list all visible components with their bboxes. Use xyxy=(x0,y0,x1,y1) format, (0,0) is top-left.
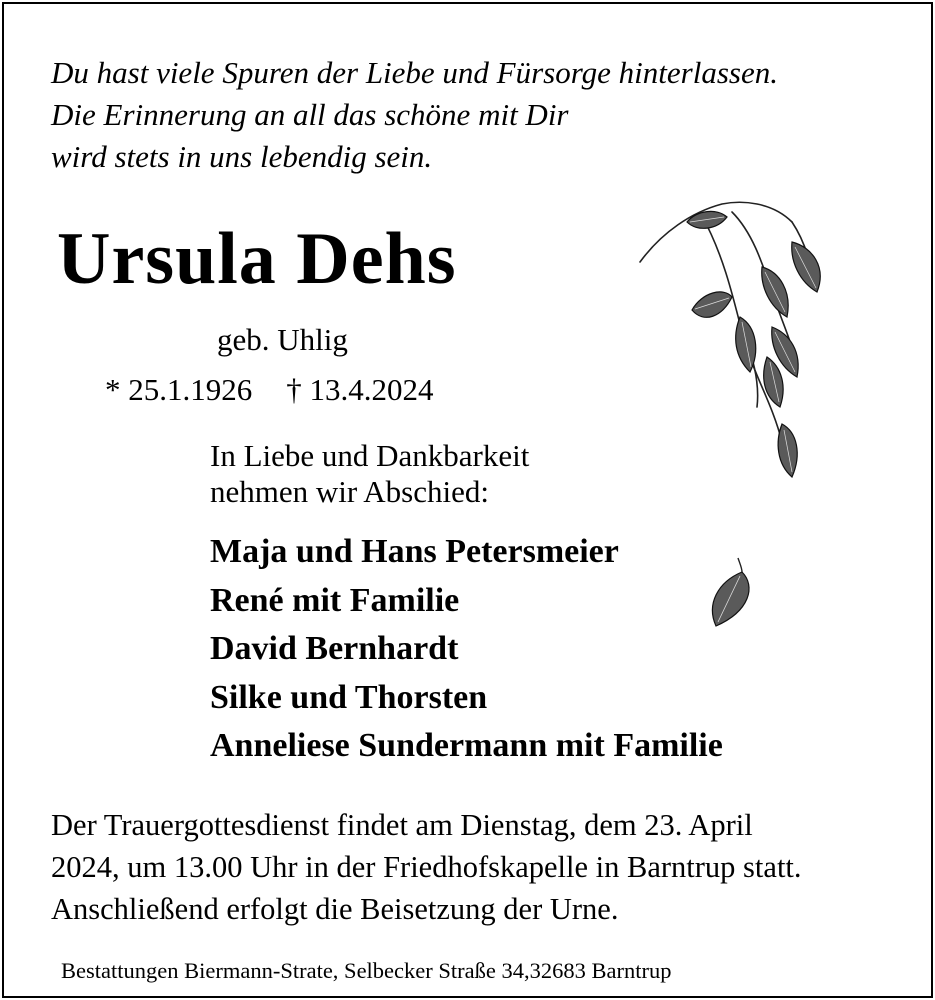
birch-twig-illustration-icon xyxy=(632,192,832,482)
farewell-line: nehmen wir Abschied: xyxy=(210,474,489,509)
service-line: Anschließend erfolgt die Beisetzung der Urne. xyxy=(51,892,619,926)
service-line: Der Trauergottesdienst findet am Dienstag, dem 23. April xyxy=(51,808,753,842)
life-dates xyxy=(105,368,434,412)
birth-name: geb. Uhlig xyxy=(217,322,348,357)
deceased-name: Ursula Dehs xyxy=(57,218,457,300)
poem-line: Du hast viele Spuren der Liebe und Fürsorge hinterlassen. xyxy=(51,55,778,90)
death-date: † 13.4.2024 xyxy=(286,372,434,407)
farewell-text xyxy=(210,438,529,510)
mourner-name: René mit Familie xyxy=(210,581,460,619)
memorial-poem xyxy=(51,52,778,178)
mourner-name: Maja und Hans Petersmeier xyxy=(210,533,619,570)
mourner-name: David Bernhardt xyxy=(210,630,459,667)
mourner-name: Anneliese Sundermann mit Familie xyxy=(210,727,723,764)
obituary-notice xyxy=(2,2,933,998)
service-information xyxy=(51,804,802,930)
service-line: 2024, um 13.00 Uhr in der Friedhofskapelle in Barntrup statt. xyxy=(51,850,802,884)
mourners-list xyxy=(210,528,723,771)
mourner-name: Silke und Thorsten xyxy=(210,678,488,716)
farewell-line: In Liebe und Dankbarkeit xyxy=(210,438,530,473)
falling-leaf-icon xyxy=(704,556,756,628)
poem-line: wird stets in uns lebendig sein. xyxy=(51,139,433,174)
funeral-home-footer: Bestattungen Biermann-Strate, Selbecker Straße 34,32683 Barntrup xyxy=(61,958,672,983)
poem-line: Die Erinnerung an all das schöne mit Dir xyxy=(51,97,569,132)
birth-date: * 25.1.1926 xyxy=(105,372,253,407)
